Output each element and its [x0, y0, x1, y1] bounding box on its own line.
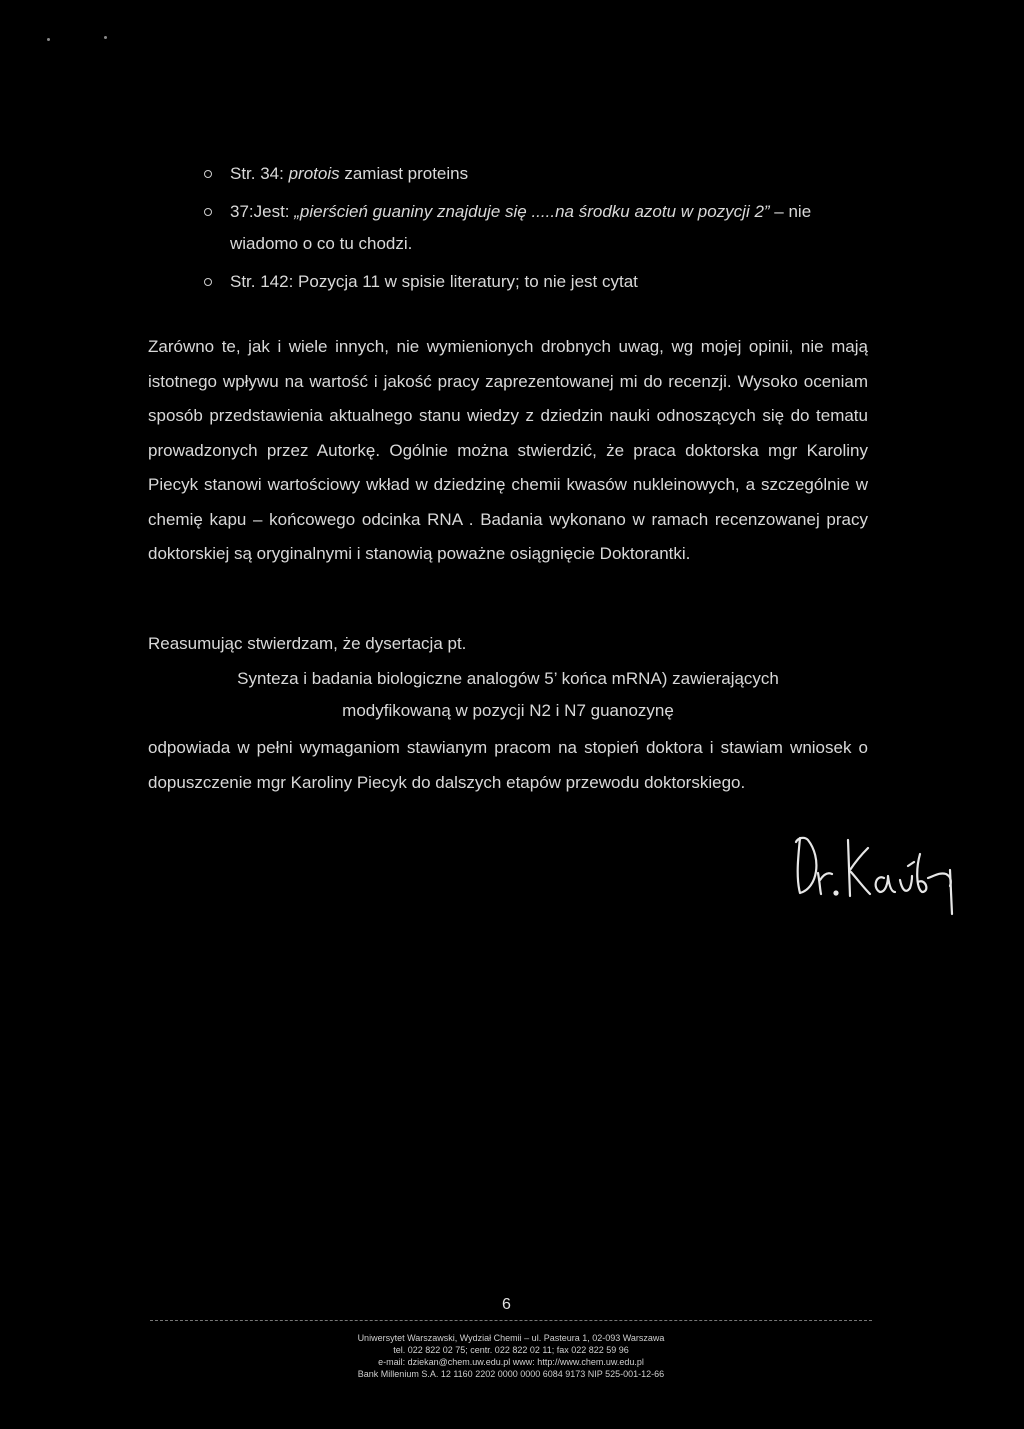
remark-text: zamiast proteins [339, 164, 469, 183]
scan-speck [104, 36, 107, 39]
remark-italic: „pierścień guaniny znajduje się .....na środku azotu w pozycji 2” [294, 202, 770, 221]
remark-item [200, 158, 880, 190]
remark-item [200, 266, 880, 298]
remark-text: – nie wiadomo o co tu chodzi. [230, 202, 812, 253]
remarks-list [200, 158, 880, 304]
assessment-paragraph: Zarówno te, jak i wiele innych, nie wymienionych drobnych uwag, wg mojej opinii, nie mają istotnego wpływu na wartość i jakość pracy zaprezentowanej mi do recenzji. Wysoko oceniam sposób przedstawienia aktualnego stanu wiedzy z dziedzin nauki odnoszących się do tematu prowadzonych przez Autorkę. Ogólnie można stwierdzić, że praca doktorska mgr Karoliny Piecyk stanowi wartościowy wkład w dziedzinę chemii kwasów nukleinowych, a szczególnie w chemię kapu – końcowego odcinka RNA . Badania wykonano w ramach recenzowanej pracy doktorskiej są oryginalnymi i stanowią poważne osiągnięcie Doktorantki. [148, 337, 868, 563]
footer-line: Bank Millenium S.A. 12 1160 2202 0000 0000 6084 9173 NIP 525-001-12-66 [357, 1369, 665, 1379]
footer-line: Uniwersytet Warszawski, Wydział Chemii – ul. Pasteura 1, 02-093 Warszawa [357, 1333, 665, 1343]
footer-divider [150, 1320, 872, 1322]
thesis-title [148, 663, 868, 727]
page-number: 6 [502, 1296, 511, 1313]
conclusion-paragraph: odpowiada w pełni wymaganiom stawianym pracom na stopień doktora i stawiam wniosek o dopuszczenie mgr Karoliny Piecyk do dalszych etapów przewodu doktorskiego. [148, 738, 868, 792]
remark-text: Str. 34: [230, 164, 289, 183]
scan-speck [47, 38, 50, 41]
footer-line: tel. 022 822 02 75; centr. 022 822 02 11; fax 022 822 59 96 [393, 1345, 629, 1355]
remark-text: 37:Jest: [230, 202, 295, 221]
thesis-title-line: Synteza i badania biologiczne analogów 5’ końca mRNA) zawierających [237, 669, 779, 688]
remark-text: Str. 142: Pozycja 11 w spisie literatury; to nie jest cytat [230, 272, 638, 291]
summary-line: Reasumując stwierdzam, że dysertacja pt. [148, 634, 467, 653]
thesis-title-line: modyfikowaną w pozycji N2 i N7 guanozynę [342, 701, 674, 720]
remark-italic: protois [288, 164, 340, 183]
footer-line: e-mail: dziekan@chem.uw.edu.pl www: http://www.chem.uw.edu.pl [378, 1357, 644, 1367]
handwritten-signature [788, 818, 958, 918]
remark-item [200, 196, 880, 260]
institution-footer [150, 1332, 872, 1380]
